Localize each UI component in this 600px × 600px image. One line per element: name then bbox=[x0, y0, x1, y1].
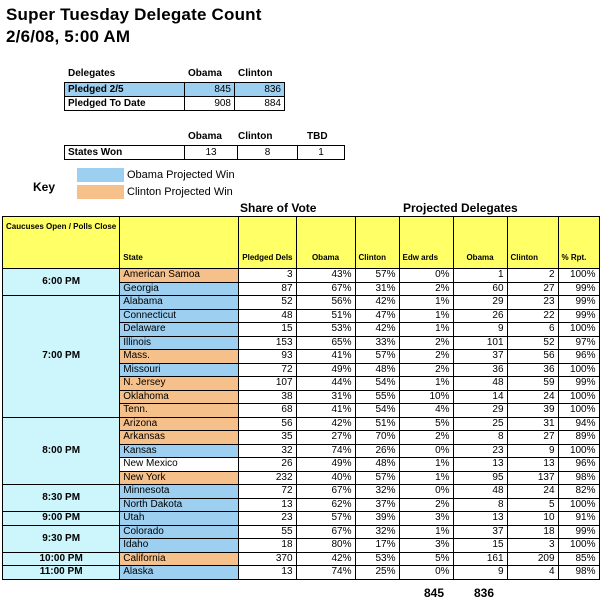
clinton-delegates: 13 bbox=[507, 458, 558, 472]
edwards-share: 1% bbox=[399, 296, 453, 310]
state-name: Arkansas bbox=[120, 431, 239, 445]
state-name: Mass. bbox=[120, 350, 239, 364]
pledged-delegates: 3 bbox=[239, 269, 296, 283]
clinton-share: 48% bbox=[355, 458, 399, 472]
edwards-share: 2% bbox=[399, 282, 453, 296]
state-name: Tenn. bbox=[120, 404, 239, 418]
clinton-delegates: 52 bbox=[507, 336, 558, 350]
pledged-delegates: 93 bbox=[239, 350, 296, 364]
clinton-share: 54% bbox=[355, 377, 399, 391]
clinton-share: 57% bbox=[355, 350, 399, 364]
edwards-share: 5% bbox=[399, 552, 453, 566]
pct-reporting: 99% bbox=[558, 525, 599, 539]
poll-close-time: 9:30 PM bbox=[3, 525, 120, 552]
clinton-delegates: 4 bbox=[507, 566, 558, 580]
col-header-pledged: Pledged Dels bbox=[239, 217, 296, 269]
table-row bbox=[65, 83, 285, 97]
obama-delegates: 8 bbox=[453, 431, 507, 445]
pct-reporting: 98% bbox=[558, 471, 599, 485]
clinton-delegates: 2 bbox=[507, 269, 558, 283]
states-won-tbd: 1 bbox=[298, 146, 345, 160]
delegates-row-label: Pledged To Date bbox=[65, 97, 185, 111]
obama-share: 40% bbox=[296, 471, 355, 485]
poll-close-time: 8:00 PM bbox=[3, 417, 120, 485]
obama-delegates: 9 bbox=[453, 323, 507, 337]
clinton-share: 53% bbox=[355, 552, 399, 566]
pct-reporting: 96% bbox=[558, 350, 599, 364]
states-col-tbd: TBD bbox=[307, 131, 328, 142]
obama-share: 31% bbox=[296, 390, 355, 404]
clinton-delegates: 22 bbox=[507, 309, 558, 323]
key-title: Key bbox=[33, 180, 56, 194]
pct-reporting: 89% bbox=[558, 431, 599, 445]
table-row bbox=[3, 525, 600, 539]
obama-delegates: 13 bbox=[453, 512, 507, 526]
obama-share: 65% bbox=[296, 336, 355, 350]
obama-delegates: 60 bbox=[453, 282, 507, 296]
state-name: New York bbox=[120, 471, 239, 485]
obama-delegates: 1 bbox=[453, 269, 507, 283]
state-name: Oklahoma bbox=[120, 390, 239, 404]
pct-reporting: 99% bbox=[558, 309, 599, 323]
state-name: Idaho bbox=[120, 539, 239, 553]
obama-share: 44% bbox=[296, 377, 355, 391]
pct-reporting: 100% bbox=[558, 363, 599, 377]
clinton-share: 54% bbox=[355, 404, 399, 418]
obama-share: 74% bbox=[296, 444, 355, 458]
state-name: Georgia bbox=[120, 282, 239, 296]
table-row bbox=[65, 146, 345, 160]
col-header-obama-delegates: Obama bbox=[453, 217, 507, 269]
obama-delegates: 48 bbox=[453, 485, 507, 499]
pct-reporting: 97% bbox=[558, 336, 599, 350]
col-header-pct-reporting: % Rpt. bbox=[558, 217, 599, 269]
edwards-share: 2% bbox=[399, 350, 453, 364]
obama-delegates: 23 bbox=[453, 444, 507, 458]
pct-reporting: 96% bbox=[558, 458, 599, 472]
obama-delegates: 15 bbox=[453, 539, 507, 553]
obama-share: 27% bbox=[296, 431, 355, 445]
page-subtitle: 2/6/08, 5:00 AM bbox=[6, 27, 131, 46]
edwards-share: 0% bbox=[399, 444, 453, 458]
states-col-clinton: Clinton bbox=[238, 131, 273, 142]
states-won-obama: 13 bbox=[185, 146, 238, 160]
clinton-delegates: 24 bbox=[507, 390, 558, 404]
poll-close-time: 8:30 PM bbox=[3, 485, 120, 512]
clinton-share: 26% bbox=[355, 444, 399, 458]
clinton-delegates: 10 bbox=[507, 512, 558, 526]
clinton-delegates: 36 bbox=[507, 363, 558, 377]
delegates-row-label: Pledged 2/5 bbox=[65, 83, 185, 97]
pct-reporting: 99% bbox=[558, 377, 599, 391]
clinton-delegates: 24 bbox=[507, 485, 558, 499]
obama-share: 42% bbox=[296, 417, 355, 431]
delegates-header: Delegates bbox=[68, 68, 116, 79]
state-name: Colorado bbox=[120, 525, 239, 539]
states-won-clinton: 8 bbox=[238, 146, 298, 160]
pct-reporting: 100% bbox=[558, 444, 599, 458]
clinton-share: 42% bbox=[355, 323, 399, 337]
clinton-delegates: 6 bbox=[507, 323, 558, 337]
state-name: Illinois bbox=[120, 336, 239, 350]
clinton-share: 57% bbox=[355, 269, 399, 283]
poll-close-time: 10:00 PM bbox=[3, 552, 120, 566]
pledged-delegates: 18 bbox=[239, 539, 296, 553]
poll-close-time: 11:00 PM bbox=[3, 566, 120, 580]
obama-share: 57% bbox=[296, 512, 355, 526]
state-name: Minnesota bbox=[120, 485, 239, 499]
clinton-delegates: 137 bbox=[507, 471, 558, 485]
col-header-state: State bbox=[120, 217, 239, 269]
pct-reporting: 98% bbox=[558, 566, 599, 580]
obama-delegates: 29 bbox=[453, 404, 507, 418]
pct-reporting: 85% bbox=[558, 552, 599, 566]
edwards-share: 2% bbox=[399, 431, 453, 445]
obama-share: 51% bbox=[296, 309, 355, 323]
table-header-row bbox=[3, 217, 600, 269]
obama-delegates: 37 bbox=[453, 525, 507, 539]
obama-share: 49% bbox=[296, 458, 355, 472]
state-name: Kansas bbox=[120, 444, 239, 458]
obama-delegates: 14 bbox=[453, 390, 507, 404]
col-header-time: Caucuses Open / Polls Close bbox=[3, 217, 120, 269]
pct-reporting: 91% bbox=[558, 512, 599, 526]
delegates-obama-value: 845 bbox=[185, 83, 235, 97]
clinton-delegates: 59 bbox=[507, 377, 558, 391]
edwards-share: 2% bbox=[399, 336, 453, 350]
table-row bbox=[65, 97, 285, 111]
col-header-clinton-share: Clinton bbox=[355, 217, 399, 269]
poll-close-time: 9:00 PM bbox=[3, 512, 120, 526]
projected-delegates-header: Projected Delegates bbox=[403, 201, 518, 215]
edwards-share: 1% bbox=[399, 458, 453, 472]
state-name: Arizona bbox=[120, 417, 239, 431]
edwards-share: 2% bbox=[399, 498, 453, 512]
obama-delegates: 161 bbox=[453, 552, 507, 566]
edwards-share: 3% bbox=[399, 512, 453, 526]
pledged-delegates: 56 bbox=[239, 417, 296, 431]
edwards-share: 3% bbox=[399, 539, 453, 553]
clinton-delegates: 27 bbox=[507, 282, 558, 296]
col-header-clinton-delegates: Clinton bbox=[507, 217, 558, 269]
col-header-edwards: Edw ards bbox=[399, 217, 453, 269]
pledged-delegates: 13 bbox=[239, 566, 296, 580]
state-name: North Dakota bbox=[120, 498, 239, 512]
table-row bbox=[3, 417, 600, 431]
table-row bbox=[3, 512, 600, 526]
page-title: Super Tuesday Delegate Count bbox=[6, 5, 262, 24]
clinton-delegates: 23 bbox=[507, 296, 558, 310]
clinton-share: 32% bbox=[355, 525, 399, 539]
key-obama-swatch bbox=[77, 168, 124, 182]
clinton-delegates: 9 bbox=[507, 444, 558, 458]
clinton-delegates: 39 bbox=[507, 404, 558, 418]
total-clinton-delegates: 836 bbox=[474, 586, 495, 600]
obama-delegates: 8 bbox=[453, 498, 507, 512]
clinton-share: 70% bbox=[355, 431, 399, 445]
pledged-delegates: 72 bbox=[239, 485, 296, 499]
obama-share: 67% bbox=[296, 485, 355, 499]
pledged-delegates: 107 bbox=[239, 377, 296, 391]
poll-close-time: 6:00 PM bbox=[3, 269, 120, 296]
pct-reporting: 99% bbox=[558, 296, 599, 310]
table-row bbox=[3, 552, 600, 566]
col-header-obama-share: Obama bbox=[296, 217, 355, 269]
delegates-table bbox=[64, 82, 285, 111]
states-won-table bbox=[64, 145, 345, 160]
obama-share: 49% bbox=[296, 363, 355, 377]
state-name: American Samoa bbox=[120, 269, 239, 283]
edwards-share: 1% bbox=[399, 525, 453, 539]
pledged-delegates: 26 bbox=[239, 458, 296, 472]
pct-reporting: 99% bbox=[558, 282, 599, 296]
states-col-obama: Obama bbox=[188, 131, 222, 142]
state-name: Missouri bbox=[120, 363, 239, 377]
pledged-delegates: 32 bbox=[239, 444, 296, 458]
clinton-delegates: 3 bbox=[507, 539, 558, 553]
clinton-delegates: 27 bbox=[507, 431, 558, 445]
delegates-clinton-value: 836 bbox=[235, 83, 285, 97]
edwards-share: 5% bbox=[399, 417, 453, 431]
obama-share: 62% bbox=[296, 498, 355, 512]
pct-reporting: 82% bbox=[558, 485, 599, 499]
obama-share: 53% bbox=[296, 323, 355, 337]
clinton-share: 39% bbox=[355, 512, 399, 526]
clinton-share: 33% bbox=[355, 336, 399, 350]
state-name: N. Jersey bbox=[120, 377, 239, 391]
key-clinton-swatch bbox=[77, 185, 124, 199]
pledged-delegates: 52 bbox=[239, 296, 296, 310]
table-row bbox=[3, 485, 600, 499]
delegates-obama-value: 908 bbox=[185, 97, 235, 111]
clinton-share: 25% bbox=[355, 566, 399, 580]
pledged-delegates: 38 bbox=[239, 390, 296, 404]
obama-delegates: 37 bbox=[453, 350, 507, 364]
table-row bbox=[3, 566, 600, 580]
delegate-table bbox=[2, 216, 600, 580]
obama-delegates: 9 bbox=[453, 566, 507, 580]
clinton-share: 37% bbox=[355, 498, 399, 512]
obama-share: 67% bbox=[296, 282, 355, 296]
obama-share: 80% bbox=[296, 539, 355, 553]
edwards-share: 1% bbox=[399, 323, 453, 337]
obama-delegates: 36 bbox=[453, 363, 507, 377]
edwards-share: 2% bbox=[399, 363, 453, 377]
pledged-delegates: 370 bbox=[239, 552, 296, 566]
pledged-delegates: 68 bbox=[239, 404, 296, 418]
obama-share: 41% bbox=[296, 350, 355, 364]
pct-reporting: 100% bbox=[558, 323, 599, 337]
total-obama-delegates: 845 bbox=[424, 586, 445, 600]
pct-reporting: 100% bbox=[558, 498, 599, 512]
pledged-delegates: 55 bbox=[239, 525, 296, 539]
share-of-vote-header: Share of Vote bbox=[240, 201, 317, 215]
pct-reporting: 100% bbox=[558, 269, 599, 283]
obama-delegates: 29 bbox=[453, 296, 507, 310]
pledged-delegates: 72 bbox=[239, 363, 296, 377]
pledged-delegates: 23 bbox=[239, 512, 296, 526]
obama-delegates: 13 bbox=[453, 458, 507, 472]
state-name: California bbox=[120, 552, 239, 566]
pct-reporting: 94% bbox=[558, 417, 599, 431]
pledged-delegates: 87 bbox=[239, 282, 296, 296]
edwards-share: 0% bbox=[399, 566, 453, 580]
obama-share: 74% bbox=[296, 566, 355, 580]
pledged-delegates: 48 bbox=[239, 309, 296, 323]
clinton-share: 47% bbox=[355, 309, 399, 323]
delegates-col-clinton: Clinton bbox=[238, 68, 273, 79]
pledged-delegates: 35 bbox=[239, 431, 296, 445]
state-name: Alabama bbox=[120, 296, 239, 310]
clinton-delegates: 31 bbox=[507, 417, 558, 431]
key-clinton-label: Clinton Projected Win bbox=[127, 186, 233, 198]
table-row bbox=[3, 269, 600, 283]
clinton-share: 55% bbox=[355, 390, 399, 404]
obama-share: 56% bbox=[296, 296, 355, 310]
clinton-share: 31% bbox=[355, 282, 399, 296]
pledged-delegates: 13 bbox=[239, 498, 296, 512]
clinton-delegates: 56 bbox=[507, 350, 558, 364]
obama-delegates: 48 bbox=[453, 377, 507, 391]
pct-reporting: 100% bbox=[558, 404, 599, 418]
edwards-share: 1% bbox=[399, 377, 453, 391]
obama-share: 67% bbox=[296, 525, 355, 539]
obama-delegates: 95 bbox=[453, 471, 507, 485]
pct-reporting: 100% bbox=[558, 390, 599, 404]
pledged-delegates: 153 bbox=[239, 336, 296, 350]
clinton-share: 32% bbox=[355, 485, 399, 499]
clinton-share: 51% bbox=[355, 417, 399, 431]
edwards-share: 10% bbox=[399, 390, 453, 404]
edwards-share: 1% bbox=[399, 471, 453, 485]
edwards-share: 4% bbox=[399, 404, 453, 418]
edwards-share: 0% bbox=[399, 485, 453, 499]
state-name: Alaska bbox=[120, 566, 239, 580]
edwards-share: 0% bbox=[399, 269, 453, 283]
pledged-delegates: 232 bbox=[239, 471, 296, 485]
obama-delegates: 26 bbox=[453, 309, 507, 323]
states-won-label: States Won bbox=[65, 146, 185, 160]
edwards-share: 1% bbox=[399, 309, 453, 323]
delegates-clinton-value: 884 bbox=[235, 97, 285, 111]
obama-delegates: 25 bbox=[453, 417, 507, 431]
state-name: Connecticut bbox=[120, 309, 239, 323]
clinton-share: 42% bbox=[355, 296, 399, 310]
delegates-col-obama: Obama bbox=[188, 68, 222, 79]
clinton-delegates: 18 bbox=[507, 525, 558, 539]
clinton-delegates: 5 bbox=[507, 498, 558, 512]
clinton-share: 17% bbox=[355, 539, 399, 553]
pct-reporting: 100% bbox=[558, 539, 599, 553]
pledged-delegates: 15 bbox=[239, 323, 296, 337]
poll-close-time: 7:00 PM bbox=[3, 296, 120, 418]
clinton-share: 48% bbox=[355, 363, 399, 377]
obama-share: 42% bbox=[296, 552, 355, 566]
table-row bbox=[3, 296, 600, 310]
clinton-share: 57% bbox=[355, 471, 399, 485]
clinton-delegates: 209 bbox=[507, 552, 558, 566]
state-name: Utah bbox=[120, 512, 239, 526]
state-name: New Mexico bbox=[120, 458, 239, 472]
obama-delegates: 101 bbox=[453, 336, 507, 350]
key-obama-label: Obama Projected Win bbox=[127, 169, 235, 181]
obama-share: 41% bbox=[296, 404, 355, 418]
obama-share: 43% bbox=[296, 269, 355, 283]
state-name: Delaware bbox=[120, 323, 239, 337]
